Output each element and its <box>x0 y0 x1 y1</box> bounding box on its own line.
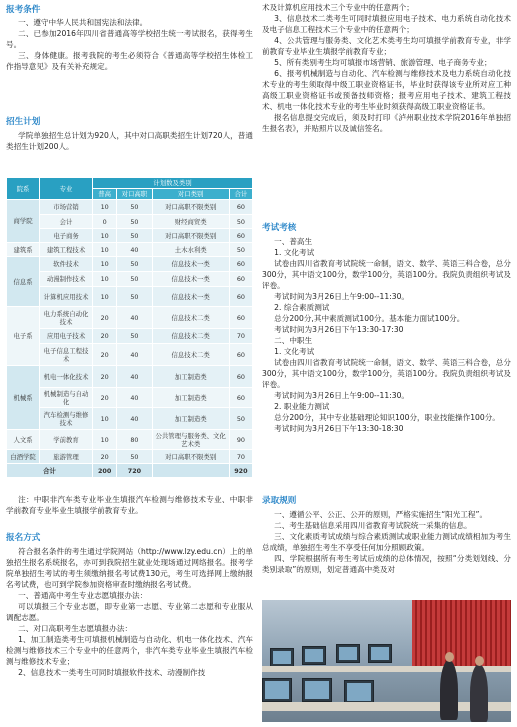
general-cell: 10 <box>93 229 117 243</box>
total-cell: 60 <box>229 307 252 329</box>
total-general: 200 <box>93 464 117 478</box>
total-cell: 50 <box>229 243 252 257</box>
display-board <box>412 600 511 672</box>
conditions-list <box>6 17 253 72</box>
table-row <box>7 243 253 257</box>
major-cell: 机械制造与自动化 <box>40 388 93 408</box>
category-cell: 信息技术一类 <box>152 257 229 272</box>
table-row <box>7 430 253 450</box>
person <box>440 660 458 720</box>
col-general: 普高 <box>93 189 117 200</box>
total-cell: 60 <box>229 200 252 215</box>
person <box>470 664 488 722</box>
admission-para: 三、文化素质考试成绩与综合素质测试或职业能力测试成绩相加为考生总成绩，单独招生考生不享受任何加分照顾政策。 <box>262 532 511 552</box>
exam-hall-photo <box>262 600 511 722</box>
dept-cell: 人文系 <box>7 430 40 450</box>
major-cell: 动漫制作技术 <box>40 272 93 287</box>
plan-intro <box>6 130 253 152</box>
exam-text <box>262 236 511 434</box>
category-cell: 信息技术一类 <box>152 287 229 307</box>
condition-item: 一、遵守中华人民共和国宪法和法律。 <box>18 18 148 27</box>
dept-cell: 电子系 <box>7 307 40 366</box>
admission-text <box>262 509 511 575</box>
general-cell: 0 <box>93 215 117 229</box>
admission-section <box>262 495 296 507</box>
category-cell: 加工制造类 <box>152 388 229 408</box>
apply-cont-para: 术及计算机应用技术三个专业中的任意两个； <box>262 3 414 12</box>
apply-para: 可以填报三个专业志愿，即专业第一志愿、专业第二志愿和专业服从调配志愿。 <box>6 602 253 622</box>
exam-line: 总分200分，其中专业基础理论知识100分，职业技能操作100分。 <box>274 413 500 422</box>
exam-line: 2. 职业能力测试 <box>274 402 330 411</box>
total-cell: 60 <box>229 344 252 366</box>
monitor <box>344 680 374 704</box>
col-dept: 院系 <box>7 178 40 200</box>
category-cell: 财经商贸类 <box>152 215 229 229</box>
apply-cont-para: 报名信息提交完成后，须及时打印《泸州职业技术学院2016年单独招生报名表》，并贴照片以及诚信签名。 <box>262 113 511 133</box>
admission-para: 二、考生基础信息采用四川省教育考试院统一采集的信息。 <box>274 521 472 530</box>
table-total-row <box>7 464 253 478</box>
vocational-cell: 40 <box>117 388 152 408</box>
exam-line: 总分200分,其中素质测试100分。基本能力面试100分。 <box>274 314 465 323</box>
major-cell: 旅游管理 <box>40 450 93 464</box>
major-cell: 应用电子技术 <box>40 329 93 344</box>
total-cell: 70 <box>229 329 252 344</box>
person-head <box>445 652 454 662</box>
category-cell: 加工制造类 <box>152 366 229 388</box>
table-row <box>7 366 253 388</box>
category-cell: 对口高职不限类别 <box>152 200 229 215</box>
major-cell: 会计 <box>40 215 93 229</box>
col-total: 合计 <box>229 189 252 200</box>
general-cell: 10 <box>93 408 117 430</box>
plan-note-text: 注：中职非汽车类专业毕业生填报汽车检测与维修技术专业、中职非学前教育专业毕业生填报学前教育专业。 <box>6 495 253 515</box>
major-cell: 汽车检测与维修技术 <box>40 408 93 430</box>
exam-line: 1. 文化考试 <box>274 248 315 257</box>
total-cell: 90 <box>229 430 252 450</box>
table-row <box>7 408 253 430</box>
total-vocational: 720 <box>117 464 152 478</box>
monitor <box>302 678 332 702</box>
general-cell: 20 <box>93 344 117 366</box>
general-cell: 10 <box>93 272 117 287</box>
plan-section <box>6 116 40 128</box>
conditions-section <box>6 4 40 16</box>
major-cell: 机电一体化技术 <box>40 366 93 388</box>
exam-line: 考试时间为3月26日上午9:00--11:30。 <box>274 292 410 301</box>
table-row <box>7 229 253 243</box>
table-row <box>7 329 253 344</box>
plan-note <box>6 494 253 516</box>
exam-line: 1. 文化考试 <box>274 347 315 356</box>
exam-heading: 考试考核 <box>262 223 297 233</box>
exam-line: 考试时间为3月26日上午9:00--11:30。 <box>274 391 410 400</box>
category-cell: 对口高职不限类别 <box>152 450 229 464</box>
monitor <box>368 644 392 663</box>
monitor <box>270 648 294 667</box>
general-cell: 20 <box>93 388 117 408</box>
dept-cell: 机械系 <box>7 366 40 430</box>
monitor <box>262 678 292 702</box>
total-cell: 60 <box>229 287 252 307</box>
table-row <box>7 200 253 215</box>
vocational-cell: 50 <box>117 287 152 307</box>
monitor <box>336 644 360 663</box>
major-cell: 计算机应用技术 <box>40 287 93 307</box>
exam-line: 一、普高生 <box>274 237 313 246</box>
vocational-cell: 50 <box>117 200 152 215</box>
category-cell: 土木水利类 <box>152 243 229 257</box>
table-row <box>7 344 253 366</box>
apply-heading: 报名方式 <box>6 533 41 543</box>
major-cell: 软件技术 <box>40 257 93 272</box>
major-cell: 市场营销 <box>40 200 93 215</box>
vocational-cell: 50 <box>117 450 152 464</box>
table-row <box>7 272 253 287</box>
general-cell: 10 <box>93 257 117 272</box>
major-cell: 电子信息工程技术 <box>40 344 93 366</box>
vocational-cell: 40 <box>117 366 152 388</box>
apply-cont-para: 4、公共管理与服务类、文化艺术类考生均可填报学前教育专业，非学前教育专业毕业生填报学前教育专业； <box>262 36 511 56</box>
vocational-cell: 50 <box>117 329 152 344</box>
vocational-cell: 40 <box>117 408 152 430</box>
apply-cont-para: 3、信息技术二类考生可同时填报应用电子技术、电力系统自动化技术及电子信息工程技术三个专业中的任意两个； <box>262 14 511 34</box>
total-cell: 70 <box>229 450 252 464</box>
apply-para: 二、对口高职考生志愿填报办法： <box>18 624 133 633</box>
major-cell: 电力系统自动化技术 <box>40 307 93 329</box>
exam-line: 考试时间为3月26日下午13:30-17:30 <box>274 325 404 334</box>
apply-para: 一、普通高中考生专业志愿填报办法： <box>18 591 148 600</box>
general-cell: 10 <box>93 287 117 307</box>
condition-item: 三、身体健康。报考我院的考生必须符合《普通高等学校招生体检工作指导意见》及有关补充规定。 <box>6 51 253 71</box>
vocational-cell: 40 <box>117 307 152 329</box>
dept-cell: 白酒学院 <box>7 450 40 464</box>
total-cell: 60 <box>229 229 252 243</box>
vocational-cell: 50 <box>117 272 152 287</box>
category-cell: 信息技术二类 <box>152 344 229 366</box>
apply-cont-para: 6、报考机械制造与自动化、汽车检测与维修技术及电力系统自动化技术专业的考生须取得中级工职业资格证书，毕业时获得该专业所对应工种高级工职业资格证书或预备技师资格；报考应用电子技术、建筑工程技术、机电一体化技术专业的考生毕业时须获得高级工职业资格证书。 <box>262 69 511 111</box>
table-row <box>7 388 253 408</box>
exam-line: 二、中职生 <box>274 336 313 345</box>
exam-line: 试卷由四川省教育考试院统一命制，语文、数学、英语三科合卷，总分300分，其中语文100分，数学100分，英语100分。我院负责组织考试及评卷。 <box>262 358 511 389</box>
vocational-cell: 50 <box>117 257 152 272</box>
plan-heading: 招生计划 <box>6 117 41 127</box>
total-all: 920 <box>229 464 252 478</box>
table-row <box>7 287 253 307</box>
person-head <box>475 656 484 666</box>
category-cell: 对口高职不限类别 <box>152 229 229 243</box>
table-row <box>7 450 253 464</box>
major-cell: 电子商务 <box>40 229 93 243</box>
total-empty <box>152 464 229 478</box>
exam-line: 2. 综合素质测试 <box>274 303 330 312</box>
total-label: 合计 <box>7 464 93 478</box>
col-major: 专业 <box>40 178 93 200</box>
admission-heading: 录取规则 <box>262 496 297 506</box>
plan-table-body <box>7 200 253 464</box>
general-cell: 10 <box>93 243 117 257</box>
category-cell: 加工制造类 <box>152 408 229 430</box>
table-row <box>7 257 253 272</box>
apply-cont-para: 5、所有类别考生均可填报市场营销、旅游管理、电子商务专业； <box>274 58 492 67</box>
exam-line: 考试时间为3月26日下午13:30-18:30 <box>274 424 404 433</box>
total-cell: 60 <box>229 257 252 272</box>
dept-cell: 建筑系 <box>7 243 40 257</box>
major-cell: 学前教育 <box>40 430 93 450</box>
major-cell: 建筑工程技术 <box>40 243 93 257</box>
vocational-cell: 50 <box>117 215 152 229</box>
condition-item: 二、已参加2016年四川省普通高等学校招生统一考试报名，获得考生号。 <box>6 29 253 49</box>
general-cell: 20 <box>93 307 117 329</box>
table-row <box>7 215 253 229</box>
exam-line: 试卷由四川省教育考试院统一命制，语文、数学、英语三科合卷，总分300分，其中语文100分，数学100分，英语100分。我院负责组织考试及评卷。 <box>262 259 511 290</box>
general-cell: 10 <box>93 430 117 450</box>
apply-continued <box>262 2 511 134</box>
general-cell: 20 <box>93 366 117 388</box>
admission-para: 一、遵循公平、公正、公开的原则，严格实施招生“阳光工程”。 <box>274 510 488 519</box>
general-cell: 20 <box>93 450 117 464</box>
vocational-cell: 40 <box>117 243 152 257</box>
category-cell: 信息技术二类 <box>152 329 229 344</box>
col-category: 对口类别 <box>152 189 229 200</box>
general-cell: 20 <box>93 329 117 344</box>
vocational-cell: 40 <box>117 344 152 366</box>
col-vocational: 对口高职 <box>117 189 152 200</box>
total-cell: 60 <box>229 272 252 287</box>
total-cell: 60 <box>229 388 252 408</box>
apply-para: 2、信息技术一类考生可同时填报软件技术、动漫制作技 <box>18 668 206 677</box>
apply-para: 符合报名条件的考生通过学院网站（http://www.lzy.edu.cn）上的单独招生报名系统报名，亦可到我院招生就业处现场通过网络报名。报考学院单独招生考试的考生须缴纳报名考试费130元，考生可选择网上缴纳报名考试费，也可到学院参加资格审查时缴纳报名考试费。 <box>6 547 253 589</box>
col-group: 计划数及类别 <box>93 178 253 189</box>
apply-section <box>6 532 40 544</box>
total-cell: 50 <box>229 408 252 430</box>
monitor <box>302 646 326 665</box>
total-cell: 50 <box>229 215 252 229</box>
apply-text <box>6 546 253 678</box>
dept-cell: 商学院 <box>7 200 40 243</box>
vocational-cell: 80 <box>117 430 152 450</box>
vocational-cell: 50 <box>117 229 152 243</box>
plan-text: 学院单独招生总计划为920人，其中对口高职类招生计划720人，普通类招生计划200人。 <box>6 131 253 151</box>
total-cell: 60 <box>229 366 252 388</box>
admission-para: 四、学院根据所有考生考试后成绩的总体情况，按照“分类划划线、分类别录取”的原则，划定普通高中类及对 <box>262 554 511 574</box>
plan-table <box>6 177 253 478</box>
dept-cell: 信息系 <box>7 257 40 307</box>
apply-para: 1、加工制造类考生可填报机械制造与自动化、机电一体化技术、汽车检测与维修技术三个专业中的任意两个，非汽车类专业毕业生填报汽车检测与维修技术专业； <box>6 635 253 666</box>
conditions-heading: 报考条件 <box>6 5 41 15</box>
category-cell: 信息技术二类 <box>152 307 229 329</box>
exam-section <box>262 222 296 234</box>
category-cell: 公共管理与服务类、文化艺术类 <box>152 430 229 450</box>
table-row <box>7 307 253 329</box>
general-cell: 10 <box>93 200 117 215</box>
category-cell: 信息技术一类 <box>152 272 229 287</box>
